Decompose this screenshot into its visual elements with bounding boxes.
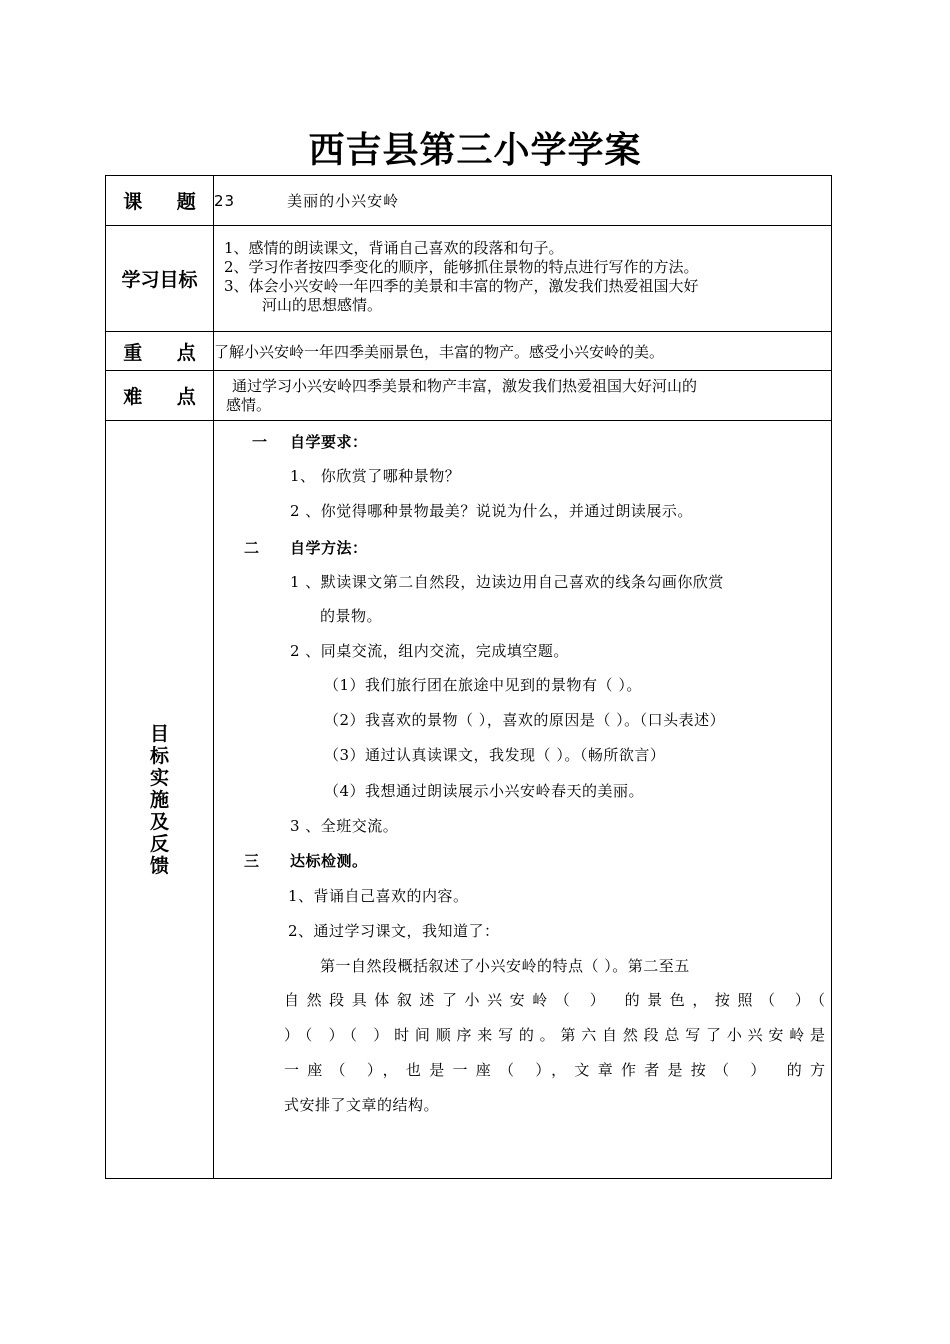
- goals-row: [106, 226, 832, 332]
- fill-paragraph-line4: 一座（ ），也是一座（ ），文章作者是按（ ） 的方: [284, 1061, 825, 1079]
- section3-num: 三: [244, 852, 260, 870]
- implementation-row: [106, 421, 832, 1179]
- section1-q1: 1、 你欣赏了哪种景物？: [290, 467, 461, 485]
- goal-3: 3、体会小兴安岭一年四季的美景和丰富的物产，激发我们热爱祖国大好: [224, 276, 699, 295]
- fill-paragraph-line1: 第一自然段概括叙述了小兴安岭的特点（ ）。第二至五: [320, 957, 690, 975]
- lesson-plan-table: [105, 175, 832, 1179]
- fill-paragraph-line5: 式安排了文章的结构。: [284, 1096, 440, 1114]
- implementation-cell: [214, 421, 832, 1179]
- implementation-label: 目 标 实 施 及 反 馈: [106, 421, 214, 1179]
- method-1a: 1 、默读课文第二自然段，边读边用自己喜欢的线条勾画你欣赏: [290, 573, 724, 591]
- goal-1: 1、感情的朗读课文，背诵自己喜欢的段落和句子。: [224, 238, 564, 257]
- method-1b: 的景物。: [320, 607, 383, 625]
- test-1: 1、背诵自己喜欢的内容。: [288, 887, 469, 905]
- key-label: 重 点: [106, 332, 214, 371]
- goals-cell: [214, 226, 832, 332]
- goals-label: 学习目标: [106, 226, 214, 332]
- key-point: 了解小兴安岭一年四季美丽景色，丰富的物产。感受小兴安岭的美。: [214, 332, 832, 371]
- section1-q2: 2 、你觉得哪种景物最美？说说为什么，并通过朗读展示。: [290, 502, 693, 520]
- topic-row: [106, 176, 832, 226]
- hard-label: 难 点: [106, 371, 214, 421]
- goal-3-cont: 河山的思想感情。: [262, 295, 383, 314]
- method-3: 3 、全班交流。: [290, 817, 399, 835]
- test-2: 2、通过学习课文，我知道了：: [288, 922, 500, 940]
- lesson-title: 美丽的小兴安岭: [287, 192, 400, 210]
- sub-question-2: （2）我喜欢的景物（ ），喜欢的原因是（ ）。（口头表述）: [324, 711, 726, 729]
- sub-question-1: （1）我们旅行团在旅途中见到的景物有（ ）。: [324, 676, 642, 694]
- method-2: 2 、同桌交流，组内交流，完成填空题。: [290, 642, 569, 660]
- sub-question-3: （3）通过认真读课文，我发现（ ）。（畅所欲言）: [324, 746, 666, 764]
- page-title: 西吉县第三小学学案: [308, 130, 642, 171]
- section3-heading: 达标检测。: [290, 852, 368, 870]
- fill-paragraph-line2: 自然段具体叙述了小兴安岭（ ） 的景色，按照（ ）（: [284, 991, 825, 1009]
- section2-heading: 自学方法：: [290, 539, 368, 557]
- section1-num: 一: [252, 433, 268, 451]
- hard-row: [106, 371, 832, 421]
- topic-label: 课 题: [106, 176, 214, 226]
- section1-heading: 自学要求：: [290, 433, 368, 451]
- topic-cell: [214, 176, 832, 226]
- goal-2: 2、学习作者按四季变化的顺序，能够抓住景物的特点进行写作的方法。: [224, 257, 699, 276]
- fill-paragraph-line3: ）（ ）（ ）时间顺序来写的。第六自然段总写了小兴安岭是: [284, 1026, 825, 1044]
- hard-point-line2: 感情。: [226, 395, 272, 414]
- hard-cell: [214, 371, 832, 421]
- section2-num: 二: [244, 539, 260, 557]
- key-row: [106, 332, 832, 371]
- hard-point-line1: 通过学习小兴安岭四季美景和物产丰富，激发我们热爱祖国大好河山的: [232, 376, 698, 395]
- sub-question-4: （4）我想通过朗读展示小兴安岭春天的美丽。: [324, 782, 645, 800]
- lesson-number: 23: [214, 192, 236, 210]
